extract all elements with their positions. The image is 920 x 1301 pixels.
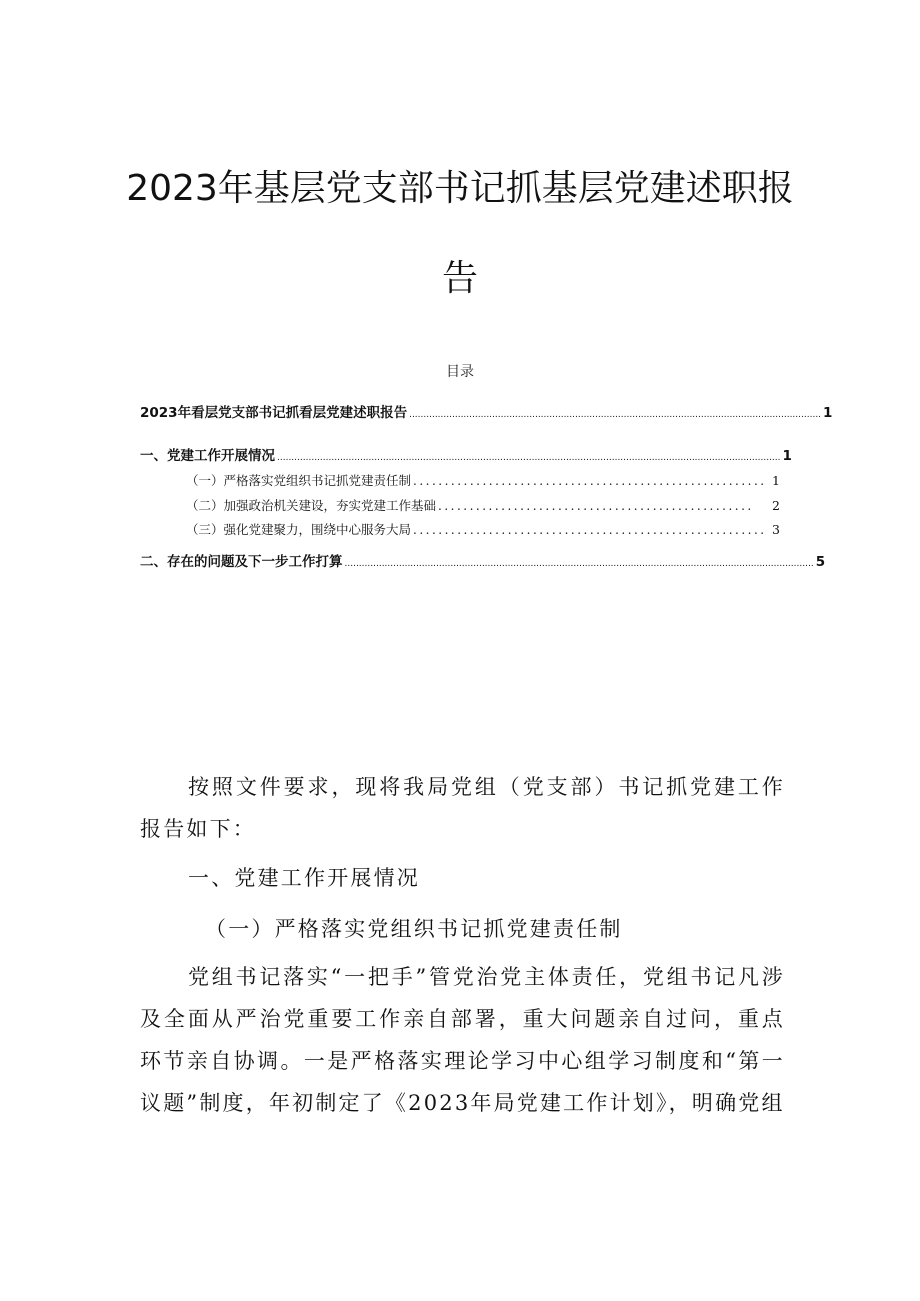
toc-entry-page: 1 [772,473,780,488]
toc-entry-subsection-1[interactable] [186,471,780,489]
toc-entry-label: 二、存在的问题及下一步工作打算 [140,554,343,570]
toc-entry-subsection-3[interactable] [186,520,780,538]
toc-entry-section-1[interactable] [140,444,792,464]
toc-entry-leader: .................................................................................................................................................................... [344,559,814,569]
toc-entry-label: 2023年看层党支部书记抓看层党建述职报告 [140,405,408,421]
toc-entry-page: 1 [823,405,833,421]
document-title-line-1: 2023年基层党支部书记抓基层党建述职报 [126,168,794,209]
toc-entry-label: （二）加强政治机关建设，夯实党建工作基础 [186,498,437,513]
toc-entry-subsection-2[interactable] [186,496,780,514]
body-paragraph: 党组书记落实“一把手”管党治党主体责任，党组书记凡涉及全面从严治党重要工作亲自部署，重大问题亲自过问，重点环节亲自协调。一是严格落实理论学习中心组学习制度和“第一议题”制度，年初制定了《2023年局党建工作计划》，明确党组 [140,965,785,1115]
toc-entry-page: 3 [772,522,780,537]
toc-entry-label: （一）严格落实党组织书记抓党建责任制 [186,473,412,488]
toc-entry-page: 1 [782,448,792,464]
toc-entry-page: 5 [815,554,826,570]
document-title-line-2: 告 [441,258,478,299]
toc-entry-section-2[interactable] [140,550,826,570]
section-heading: 一、党建工作开展情况 [188,866,420,890]
toc-entry-leader: ........................................................ [413,523,767,537]
toc-entry-label: 一、党建工作开展情况 [140,448,275,464]
toc-entry-leader: ........................................................ [413,474,767,488]
toc-entry-leader: ................................................................................................................................................ [409,410,822,420]
subsection-heading: （一）严格落实党组织书记抓党建责任制 [205,917,623,941]
toc-entry-leader: ................................................................................................................................................................................ [277,453,781,463]
toc-entry-leader: .................................................. [438,499,754,513]
intro-paragraph: 按照文件要求，现将我局党组（党支部）书记抓党建工作报告如下： [140,775,785,841]
toc-entry-page: 2 [772,498,780,513]
toc-entry-main-title[interactable] [140,401,833,421]
toc-heading: 目录 [446,364,474,380]
toc-entry-label: （三）强化党建聚力，围绕中心服务大局 [186,522,412,537]
